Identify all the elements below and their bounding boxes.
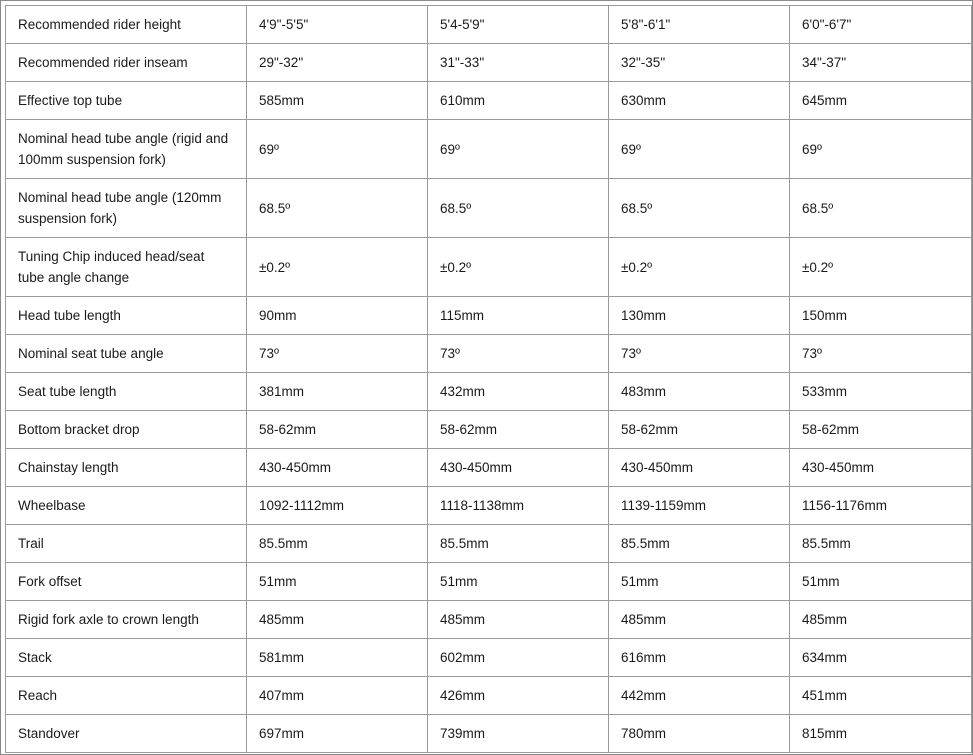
table-cell: 1156-1176mm xyxy=(790,487,972,525)
table-cell: 68.5º xyxy=(790,179,972,238)
table-cell: 130mm xyxy=(609,297,790,335)
table-cell: 85.5mm xyxy=(428,525,609,563)
table-cell: 34"-37" xyxy=(790,44,972,82)
table-row xyxy=(6,179,972,238)
table-row xyxy=(6,373,972,411)
row-label: Recommended rider inseam xyxy=(6,44,247,82)
table-cell: 645mm xyxy=(790,82,972,120)
table-cell: 69º xyxy=(428,120,609,179)
table-cell: 430-450mm xyxy=(247,449,428,487)
table-cell: 51mm xyxy=(247,563,428,601)
table-cell: 29"-32" xyxy=(247,44,428,82)
table-row xyxy=(6,82,972,120)
row-label: Stack xyxy=(6,639,247,677)
row-label: Seat tube length xyxy=(6,373,247,411)
table-cell: 68.5º xyxy=(247,179,428,238)
row-label: Chainstay length xyxy=(6,449,247,487)
table-row xyxy=(6,6,972,44)
table-cell: 430-450mm xyxy=(609,449,790,487)
row-label: Nominal seat tube angle xyxy=(6,335,247,373)
table-cell: 381mm xyxy=(247,373,428,411)
row-label: Wheelbase xyxy=(6,487,247,525)
table-cell: 51mm xyxy=(609,563,790,601)
geometry-table xyxy=(5,5,972,753)
table-cell: 426mm xyxy=(428,677,609,715)
table-cell: 485mm xyxy=(428,601,609,639)
table-cell: 31"-33" xyxy=(428,44,609,82)
table-cell: 1139-1159mm xyxy=(609,487,790,525)
table-cell: 5'8"-6'1" xyxy=(609,6,790,44)
table-cell: 430-450mm xyxy=(790,449,972,487)
row-label: Bottom bracket drop xyxy=(6,411,247,449)
table-row xyxy=(6,601,972,639)
table-cell: 69º xyxy=(247,120,428,179)
table-cell: 430-450mm xyxy=(428,449,609,487)
table-row xyxy=(6,677,972,715)
table-cell: 85.5mm xyxy=(790,525,972,563)
table-cell: 483mm xyxy=(609,373,790,411)
table-cell: 51mm xyxy=(428,563,609,601)
row-label: Recommended rider height xyxy=(6,6,247,44)
table-cell: 90mm xyxy=(247,297,428,335)
table-cell: 4'9"-5'5" xyxy=(247,6,428,44)
table-cell: 610mm xyxy=(428,82,609,120)
table-cell: 150mm xyxy=(790,297,972,335)
table-cell: 407mm xyxy=(247,677,428,715)
table-cell: 616mm xyxy=(609,639,790,677)
table-cell: 6'0"-6'7" xyxy=(790,6,972,44)
table-cell: 1092-1112mm xyxy=(247,487,428,525)
table-cell: 68.5º xyxy=(609,179,790,238)
row-label: Head tube length xyxy=(6,297,247,335)
table-cell: 58-62mm xyxy=(609,411,790,449)
table-cell: 533mm xyxy=(790,373,972,411)
table-row xyxy=(6,487,972,525)
table-cell: 73º xyxy=(428,335,609,373)
table-cell: 69º xyxy=(790,120,972,179)
geometry-table-body xyxy=(6,6,972,753)
table-row xyxy=(6,297,972,335)
row-label: Tuning Chip induced head/seat tube angle change xyxy=(6,238,247,297)
table-cell: 73º xyxy=(247,335,428,373)
table-row xyxy=(6,335,972,373)
row-label: Nominal head tube angle (120mm suspension fork) xyxy=(6,179,247,238)
table-cell: 51mm xyxy=(790,563,972,601)
table-cell: 697mm xyxy=(247,715,428,753)
table-cell: 58-62mm xyxy=(247,411,428,449)
table-cell: 115mm xyxy=(428,297,609,335)
table-cell: 585mm xyxy=(247,82,428,120)
table-row xyxy=(6,411,972,449)
table-row xyxy=(6,449,972,487)
table-cell: 68.5º xyxy=(428,179,609,238)
table-cell: 485mm xyxy=(247,601,428,639)
table-cell: 32"-35" xyxy=(609,44,790,82)
table-cell: ±0.2º xyxy=(428,238,609,297)
row-label: Fork offset xyxy=(6,563,247,601)
table-cell: 815mm xyxy=(790,715,972,753)
table-cell: 5'4-5'9" xyxy=(428,6,609,44)
table-row xyxy=(6,525,972,563)
table-cell: 602mm xyxy=(428,639,609,677)
table-cell: 581mm xyxy=(247,639,428,677)
table-row xyxy=(6,715,972,753)
table-cell: 58-62mm xyxy=(790,411,972,449)
row-label: Effective top tube xyxy=(6,82,247,120)
table-cell: 58-62mm xyxy=(428,411,609,449)
table-cell: 451mm xyxy=(790,677,972,715)
row-label: Standover xyxy=(6,715,247,753)
table-cell: 85.5mm xyxy=(609,525,790,563)
table-cell: 485mm xyxy=(609,601,790,639)
table-cell: 1118-1138mm xyxy=(428,487,609,525)
table-cell: ±0.2º xyxy=(609,238,790,297)
row-label: Trail xyxy=(6,525,247,563)
table-cell: 485mm xyxy=(790,601,972,639)
table-cell: 634mm xyxy=(790,639,972,677)
table-row xyxy=(6,563,972,601)
table-cell: 442mm xyxy=(609,677,790,715)
table-cell: 73º xyxy=(790,335,972,373)
table-cell: 780mm xyxy=(609,715,790,753)
row-label: Reach xyxy=(6,677,247,715)
table-cell: ±0.2º xyxy=(247,238,428,297)
table-cell: 630mm xyxy=(609,82,790,120)
row-label: Nominal head tube angle (rigid and 100mm suspension fork) xyxy=(6,120,247,179)
table-row xyxy=(6,44,972,82)
table-row xyxy=(6,238,972,297)
table-cell: 73º xyxy=(609,335,790,373)
table-cell: 85.5mm xyxy=(247,525,428,563)
table-cell: 432mm xyxy=(428,373,609,411)
table-row xyxy=(6,120,972,179)
table-cell: ±0.2º xyxy=(790,238,972,297)
table-cell: 739mm xyxy=(428,715,609,753)
table-cell: 69º xyxy=(609,120,790,179)
row-label: Rigid fork axle to crown length xyxy=(6,601,247,639)
table-row xyxy=(6,639,972,677)
